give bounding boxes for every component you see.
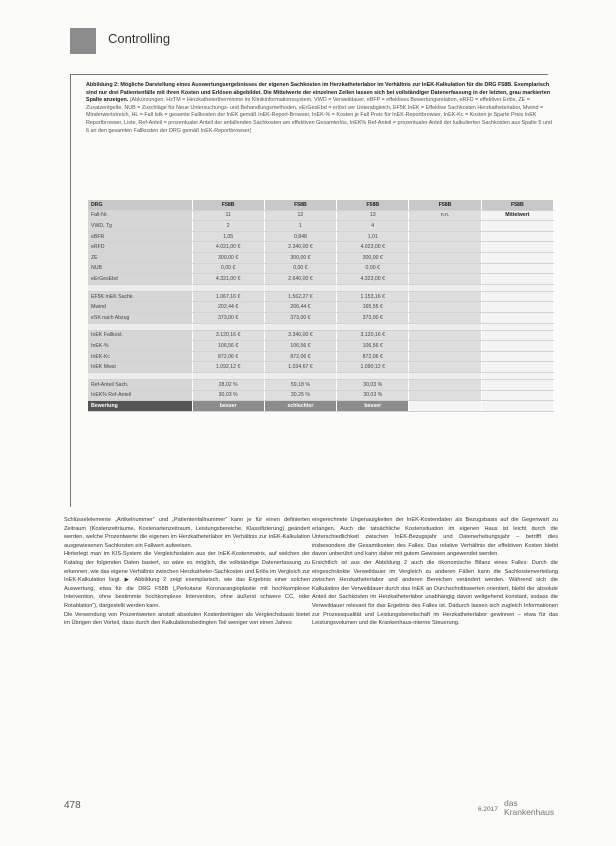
table-cell: 3.120,16 € bbox=[192, 330, 264, 341]
table-cell: 373,00 € bbox=[264, 312, 336, 323]
column-header: DRG bbox=[88, 200, 192, 210]
section-title: Controlling bbox=[108, 31, 171, 46]
column-header: F58B bbox=[264, 200, 336, 210]
table-row bbox=[88, 274, 554, 285]
spacer-cell bbox=[409, 323, 481, 330]
spacer-cell bbox=[192, 372, 264, 379]
table-row bbox=[88, 291, 554, 302]
table-cell: 106,56 € bbox=[337, 341, 409, 352]
spacer-cell bbox=[409, 372, 481, 379]
row-label: EF5K InEK Sachk. bbox=[88, 291, 192, 302]
table-cell: 13 bbox=[337, 210, 409, 221]
row-label: eSK nach Abzug bbox=[88, 312, 192, 323]
table-cell: 300,00 € bbox=[192, 252, 264, 263]
table-cell bbox=[409, 274, 481, 285]
table-cell: 4.021,00 € bbox=[192, 242, 264, 253]
table-cell: 4.321,00 € bbox=[192, 274, 264, 285]
table-cell bbox=[409, 231, 481, 242]
table-cell bbox=[481, 221, 553, 232]
table-cell: 1.153,16 € bbox=[337, 291, 409, 302]
body-paragraph: eingerechnete Ungenauigkeiten der InEK-Kostendaten als Bezugsbasis auf die Gegenwart zu erlangen. Auch die tatsächliche Kostensituation im eigenen Haus ist leicht durch die Unterschiedlichkeit zwischen InEK-Bezugsjahr und Datenerhebungsjahr – betrifft dies insbesondere die Gesamtkosten des Falles. Das relative Verhältnis der effektiven Kosten bleibt davon unberührt und kann daher mit gutem Gewissen angewendet werden. bbox=[312, 517, 558, 558]
table-cell: 1.092,12 € bbox=[192, 362, 264, 373]
table-cell bbox=[481, 330, 553, 341]
spacer-cell bbox=[337, 323, 409, 330]
row-label: InEK-% bbox=[88, 341, 192, 352]
row-label: eBFR bbox=[88, 231, 192, 242]
table-cell bbox=[409, 390, 481, 401]
rating-cell: besser bbox=[337, 401, 409, 412]
table-row bbox=[88, 263, 554, 274]
table-cell bbox=[481, 242, 553, 253]
table-cell: 11 bbox=[192, 210, 264, 221]
page-number: 478 bbox=[64, 800, 81, 811]
row-label: eErGesEbd bbox=[88, 274, 192, 285]
table-row bbox=[88, 210, 554, 221]
row-label: InEK-Kc bbox=[88, 351, 192, 362]
table-cell bbox=[481, 379, 553, 390]
rating-cell: schlechter bbox=[264, 401, 336, 412]
body-paragraph: Schlüsselelemente „Artikelnummer“ und „Patientenfallnummer“ kann je für einen definierten Zeitraum (Kostenzeiträume, Kostenartenzeitraum, Leistungsbereiche, Klassifizierung) geändert werden, welche Prozentwerte die eigenen im Herzkatheterlabor im Verhältnis zur InEK-Kalkulation ausgewiesenen Sachkosten ein Fallwert aufweisen. bbox=[64, 517, 310, 549]
table-cell bbox=[481, 390, 553, 401]
spacer-cell bbox=[481, 372, 553, 379]
table-cell: n.n. bbox=[409, 210, 481, 221]
rating-cell: besser bbox=[192, 401, 264, 412]
table-cell bbox=[409, 263, 481, 274]
column-header: F58B bbox=[337, 200, 409, 210]
body-column-left bbox=[64, 516, 310, 628]
table-cell: 30,03 % bbox=[192, 390, 264, 401]
row-label: NUB bbox=[88, 263, 192, 274]
spacer-row bbox=[88, 284, 554, 291]
table-row bbox=[88, 252, 554, 263]
table-cell: 165,55 € bbox=[337, 302, 409, 313]
table-cell bbox=[409, 341, 481, 352]
table-cell: 0,00 € bbox=[192, 263, 264, 274]
row-label: Mwind bbox=[88, 302, 192, 313]
table-cell bbox=[409, 330, 481, 341]
table-cell: 4.323,00 € bbox=[337, 274, 409, 285]
journal-logo bbox=[504, 799, 554, 817]
table-cell: 3.120,16 € bbox=[337, 330, 409, 341]
empty-cell bbox=[481, 401, 553, 412]
table-row bbox=[88, 330, 554, 341]
table-cell: 30,25 % bbox=[264, 390, 336, 401]
spacer-cell bbox=[481, 284, 553, 291]
table-cell bbox=[481, 252, 553, 263]
table-row bbox=[88, 341, 554, 352]
table-cell bbox=[409, 291, 481, 302]
table-cell: 1.034,67 € bbox=[264, 362, 336, 373]
caption-legend: (Abkürzungen: HzTM = Herzkathetertherminme im Klinikinformationssystem, VWD = Verweildauer, eBFP = effektives Bewertungsrelation, eRFD = effektiver Erlös, ZE = Zusatzentgelte, NUB = Zuschläge für Neue Untersuchungs- und Behandlungsmethoden, eErGesEbd = erlöst ver Unterabgleich, EF5K InEK = Effektive Sachkosten Herzkatheterlabor, Mwind = Minderwertstreich, HL = Fall Istk = gesamte Fallkosten der InEK gemäß InEK-Report-Browser, InEK-% = Kosten je Fall Preis für InEK-Reportbrowser, InEK-Kc = Kosten je Sparte Preis InEK Reportbrowser, Liste, Ref-Anteil = prozentualer Anteil der anfallenden Sachkosten am effektiven Gesamterlös, InEK% Ref-Anteil = prozentualer Anteil der kalkulierten Sachkosten aus Spalte 5 und 6 an den gesamten Fallkosten der DRG gemäß InEK-Reportbrowser) bbox=[86, 97, 552, 134]
spacer-cell bbox=[192, 323, 264, 330]
table-row bbox=[88, 390, 554, 401]
table-cell: 300,00 € bbox=[264, 252, 336, 263]
table-cell: 1 bbox=[264, 221, 336, 232]
table-cell: 28,02 % bbox=[192, 379, 264, 390]
table-cell: 30,03 % bbox=[337, 390, 409, 401]
table-cell: 872,06 € bbox=[337, 351, 409, 362]
table-cell: 202,44 € bbox=[192, 302, 264, 313]
spacer-cell bbox=[88, 323, 192, 330]
spacer-row bbox=[88, 372, 554, 379]
table-row bbox=[88, 379, 554, 390]
logo-bottom: Krankenhaus bbox=[504, 807, 555, 817]
cost-comparison-table bbox=[88, 200, 554, 412]
table-cell: 373,00 € bbox=[337, 312, 409, 323]
spacer-cell bbox=[337, 372, 409, 379]
table-row bbox=[88, 362, 554, 373]
table-cell: 300,00 € bbox=[337, 252, 409, 263]
column-header: F58B bbox=[409, 200, 481, 210]
row-label: VWD, Tg bbox=[88, 221, 192, 232]
table-row bbox=[88, 221, 554, 232]
spacer-cell bbox=[264, 284, 336, 291]
table-cell bbox=[409, 379, 481, 390]
table-cell: 30,03 % bbox=[337, 379, 409, 390]
table-cell: 12 bbox=[264, 210, 336, 221]
table-cell: 2.340,00 € bbox=[264, 242, 336, 253]
table-row bbox=[88, 231, 554, 242]
table-cell bbox=[409, 221, 481, 232]
table-cell bbox=[481, 263, 553, 274]
table-cell: 3.340,00 € bbox=[264, 330, 336, 341]
row-label: eRFD bbox=[88, 242, 192, 253]
table-cell bbox=[409, 302, 481, 313]
table-cell: 2 bbox=[192, 221, 264, 232]
table-cell bbox=[481, 341, 553, 352]
table-cell: 1.090,12 € bbox=[337, 362, 409, 373]
table-cell: 106,56 € bbox=[192, 341, 264, 352]
row-label: Bewertung bbox=[88, 401, 192, 412]
spacer-cell bbox=[264, 372, 336, 379]
table-cell bbox=[481, 312, 553, 323]
row-label: ZE bbox=[88, 252, 192, 263]
table-cell: 0,848 bbox=[264, 231, 336, 242]
table-cell bbox=[481, 362, 553, 373]
spacer-cell bbox=[409, 284, 481, 291]
logo-top: das bbox=[504, 798, 518, 808]
row-label: InEK Mwst bbox=[88, 362, 192, 373]
table-cell bbox=[409, 252, 481, 263]
table-cell: 59,18 % bbox=[264, 379, 336, 390]
table-row bbox=[88, 312, 554, 323]
table-cell: 2.640,00 € bbox=[264, 274, 336, 285]
table-cell bbox=[409, 362, 481, 373]
table-cell bbox=[481, 302, 553, 313]
table-cell: 4.023,00 € bbox=[337, 242, 409, 253]
table-cell bbox=[481, 291, 553, 302]
row-label: InEK% Ref-Anteil bbox=[88, 390, 192, 401]
table-cell bbox=[409, 351, 481, 362]
table-cell bbox=[481, 231, 553, 242]
section-marker-square bbox=[70, 28, 96, 54]
empty-cell bbox=[409, 401, 481, 412]
spacer-cell bbox=[192, 284, 264, 291]
table-cell bbox=[481, 351, 553, 362]
table-row bbox=[88, 351, 554, 362]
table-cell: 1,01 bbox=[337, 231, 409, 242]
column-header: F58B bbox=[481, 200, 553, 210]
table-cell: 872,06 € bbox=[264, 351, 336, 362]
figure-caption bbox=[86, 82, 556, 135]
spacer-cell bbox=[264, 323, 336, 330]
table-cell: 373,00 € bbox=[192, 312, 264, 323]
body-paragraph: Ersichtlich ist aus der Abbildung 2 auch die ökonomische Bilanz eines Falles: Durch die eingeschränkte Verweildauer im Vergleich zu anderen Fällen kann die Sachkostenverteilung zwischen Herzkatheterlabor und anderen Bereichen verändert werden. Während sich die Kalkulation der Verweildauer durch das InEK an Durchschnittswerten orientiert, bleibt der absolute Anteil der Sachkosten im Herzkatheterlabor unabhängig davon weitgehend konstant, sodass die Verweildauer relevant für das Ergebnis des Falles ist. Dadurch lassen sich zugleich Informationen zur Prozessqualität und Leistungsbereitschaft im Herzkatheterlabor gewinnen – etwa für das Leistungsvolumen und die Krankenhaus-interne Steuerung. bbox=[312, 559, 558, 627]
table-cell: 206,44 € bbox=[264, 302, 336, 313]
spacer-cell bbox=[337, 284, 409, 291]
spacer-cell bbox=[88, 284, 192, 291]
table-cell bbox=[409, 312, 481, 323]
body-column-right bbox=[312, 516, 558, 628]
table-cell: Mittelwert bbox=[481, 210, 553, 221]
table-cell: 872,06 € bbox=[192, 351, 264, 362]
table-cell: 106,56 € bbox=[264, 341, 336, 352]
body-paragraph: Die Verwendung von Prozentwerten anstatt absoluten Kostenbeträgen als Vergleichsbasis bietet im Übrigen den Vorteil, dass durch den Kalkulationsbedingten Teil weniger von einen Jahres bbox=[64, 611, 310, 627]
caption-title: Abbildung 2: Mögliche Darstellung eines Auswertungsergebnisses der eigenen Sachkosten im Herzkatheterlabor im Verhältnis zur InEK-Kalkulation für die DRG F58B. Exemplarisch sind nur drei Patientenfälle mit ihren Kosten und Erlösen abgebildet. Die Mittelwerte der einzelnen Zeilen lassen sich bei vollständiger Datenerfassung in der letzten, grau markierten Spalte anzeigen. bbox=[86, 82, 551, 104]
row-label: Ref-Anteil Sach. bbox=[88, 379, 192, 390]
table-cell: 1,05 bbox=[192, 231, 264, 242]
table-cell: 0,00 € bbox=[337, 263, 409, 274]
column-header: F58B bbox=[192, 200, 264, 210]
table-cell: 1.067,16 € bbox=[192, 291, 264, 302]
table-cell: 1.562,27 € bbox=[264, 291, 336, 302]
row-label: Fall-Nr. bbox=[88, 210, 192, 221]
spacer-cell bbox=[481, 323, 553, 330]
table-cell: 4 bbox=[337, 221, 409, 232]
table-row bbox=[88, 302, 554, 313]
issue-number: 6.2017 bbox=[478, 806, 498, 813]
table-cell bbox=[481, 274, 553, 285]
spacer-cell bbox=[88, 372, 192, 379]
spacer-row bbox=[88, 323, 554, 330]
table-cell bbox=[409, 242, 481, 253]
bewertung-row bbox=[88, 401, 554, 412]
table-header-row bbox=[88, 200, 554, 210]
body-paragraph: Hinterlegt man im KIS-System die Vergleichsdaten aus der InEK-Kostenmatrix, auf welchen der Katalog der folgenden Daten basiert, so wäre es möglich, die vollständige Datenerfassung zu erkennen, wie das eigene Verhältnis zwischen Herzkatheter-Sachkosten und Erlös im Vergleich zur InEK-Kalkulation liegt. ▶ Abbildung 2 zeigt exemplarisch, wie das Ergebnis einer solchen Auswertung, etwa für die DRG F58B („Perkutane Koronarangioplastie mit hochkomplexer Intervention, ohne bestimmte hochkomplexe Intervention, ohne äußerst schwere CC, oder Rotablation“), dargestellt werden kann. bbox=[64, 551, 310, 609]
table-cell: 0,00 € bbox=[264, 263, 336, 274]
table-row bbox=[88, 242, 554, 253]
row-label: InEK Fallkost. bbox=[88, 330, 192, 341]
